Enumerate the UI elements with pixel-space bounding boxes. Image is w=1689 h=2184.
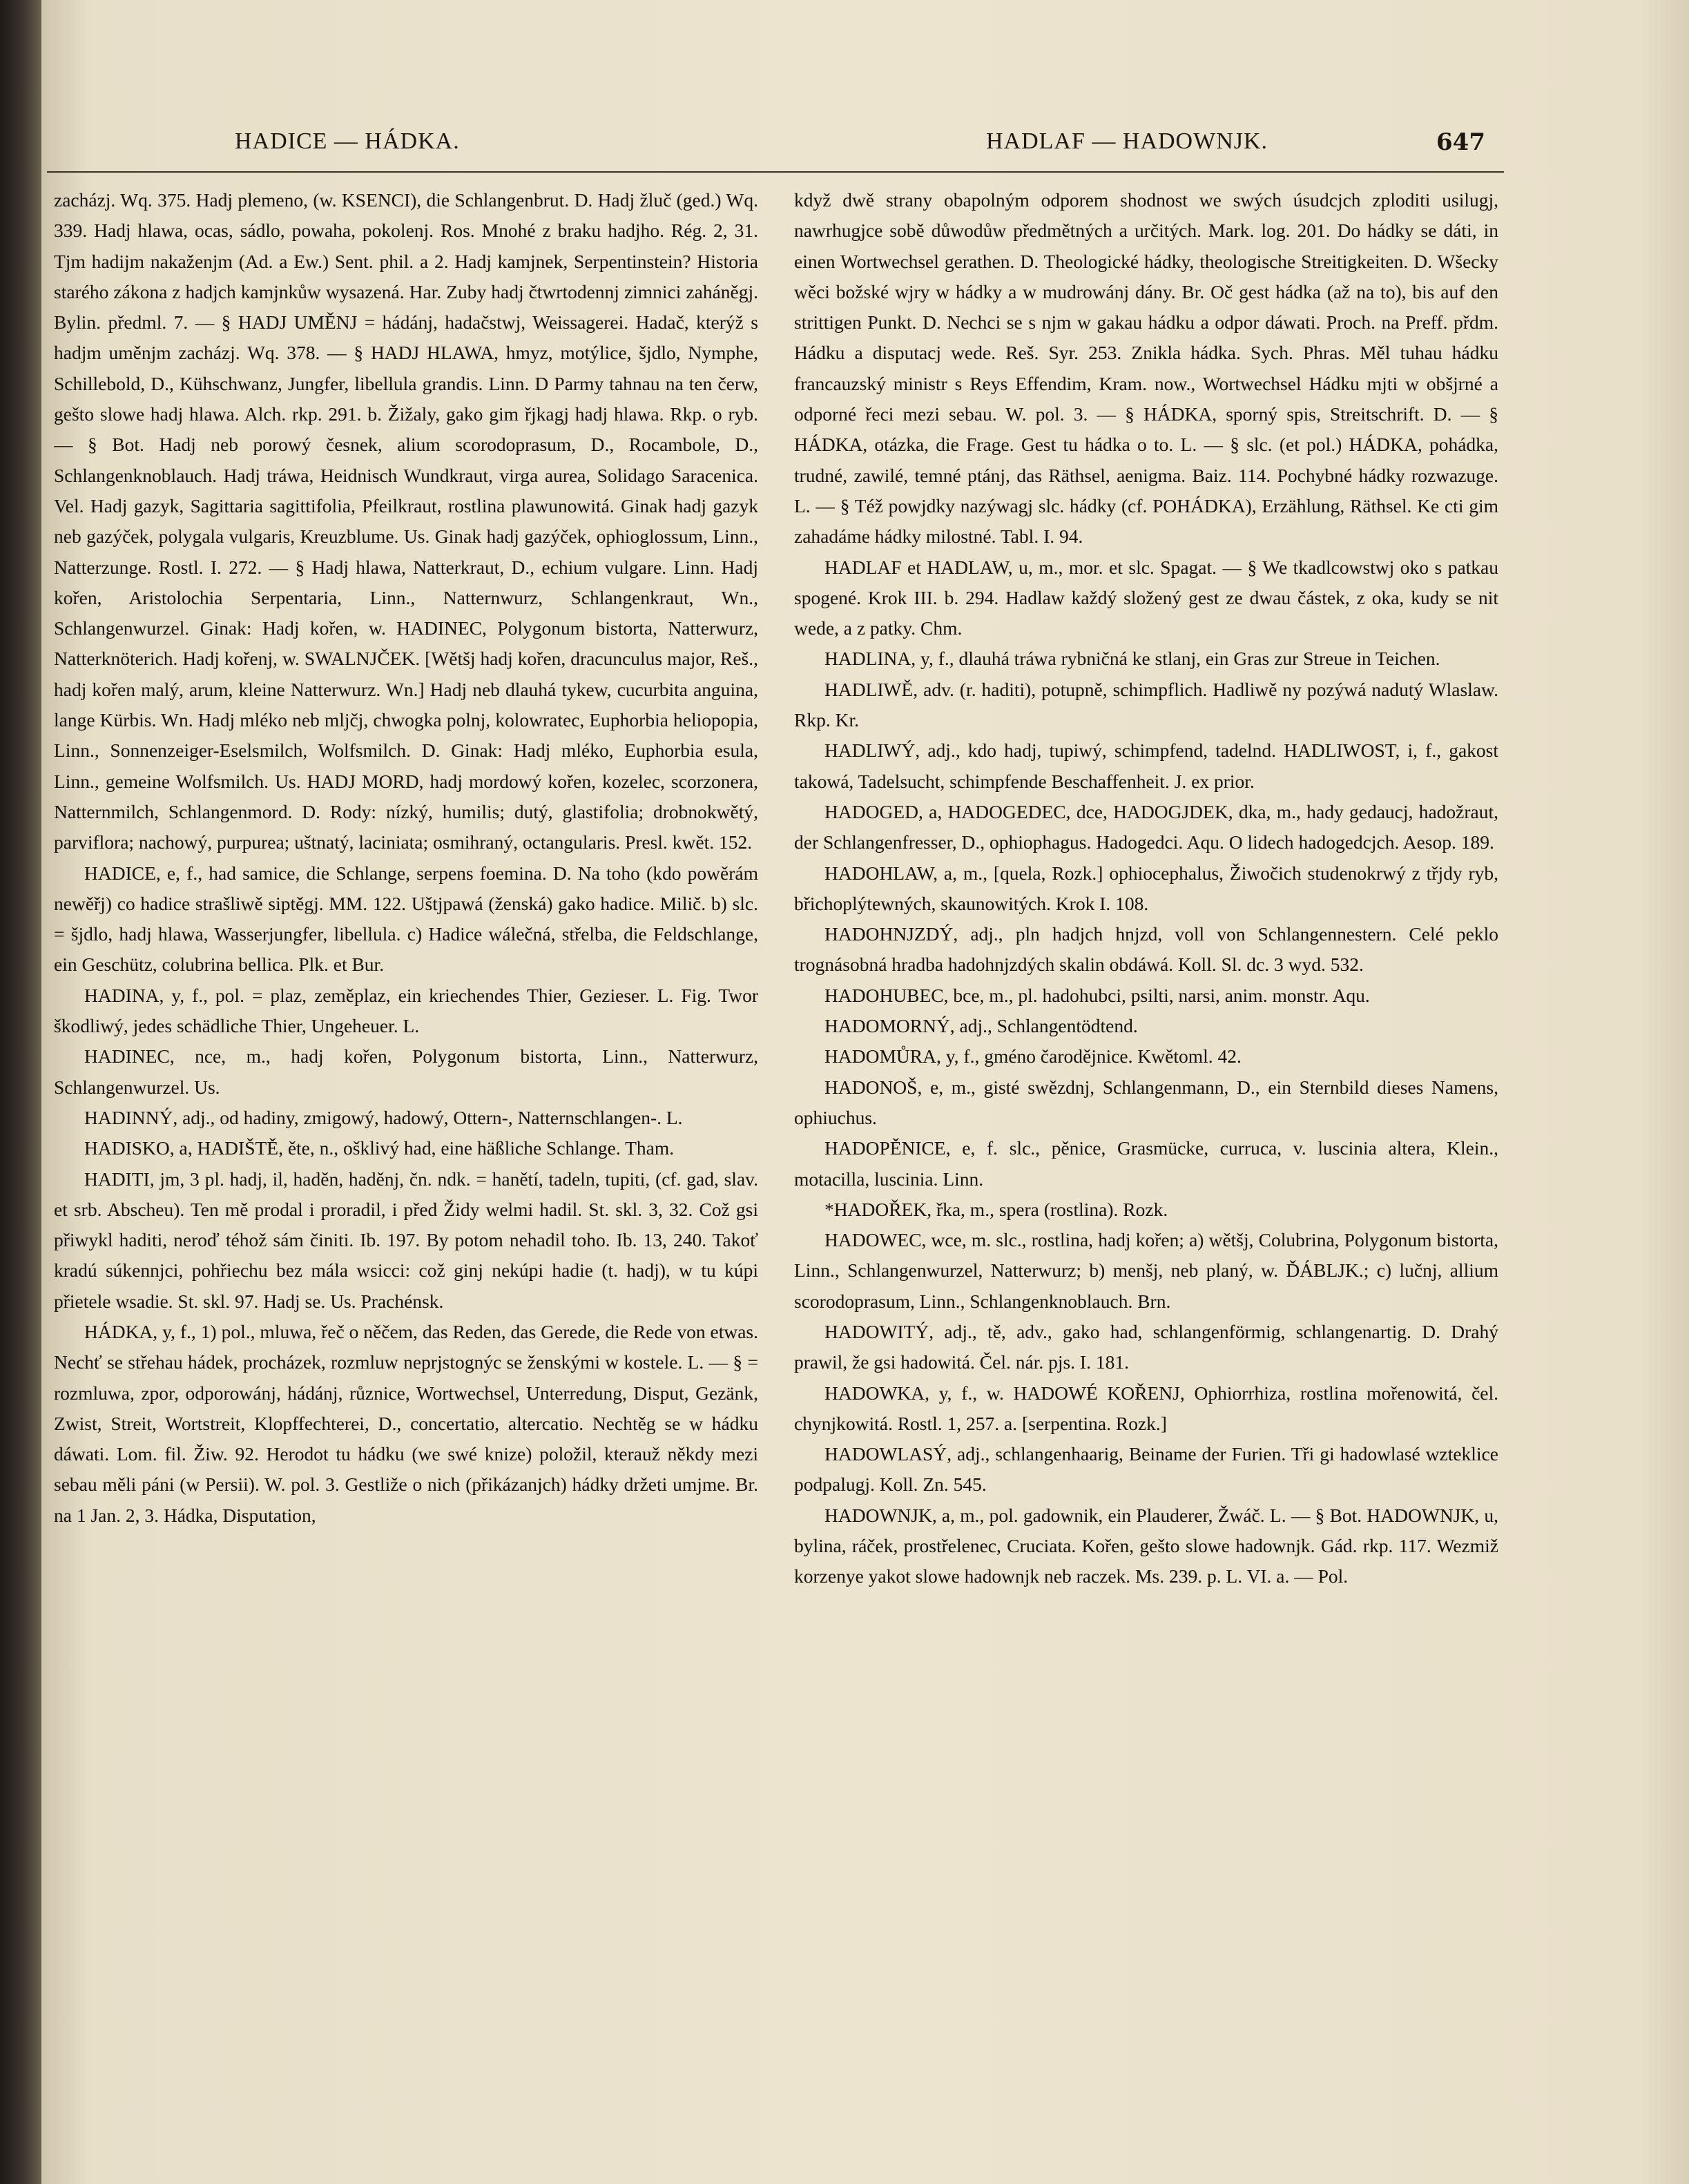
- entry-paragraph: když dwě strany obapolným odporem shodnost we swých úsudcjch zploditi usilugj, nawrhugjce sobě důwodůw předmětných a určitých. Mark. log. 201. Do hádky se dáti, in einen Wortwechsel gerathen. D. Theologické hádky, theologische Streitigkeiten. D. Wšecky wěci božské wjry w hádky a w mudrowánj dány. Br. Oč gest hádka (až na to), bis auf den strittigen Punkt. D. Nechci se s njm w gakau hádku a odpor dáwati. Proch. na Preff. přdm. Hádku a disputacj wede. Reš. Syr. 253. Znikla hádka. Sych. Phras. Měl tuhau hádku francauzský ministr s Reys Effendim, Kram. now., Wortwechsel Hádku mjti w obšjrné a odporné řeci mezi sebau. W. pol. 3. — § HÁDKA, sporný spis, Streitschrift. D. — § HÁDKA, otázka, die Frage. Gest tu hádka o to. L. — § slc. (et pol.) HÁDKA, pohádka, trudné, zawilé, temné ptánj, das Räthsel, aenigma. Baiz. 114. Pochybné hádky rozwazuge. L. — § Též powjdky nazýwagj slc. hádky (cf. POHÁDKA), Erzählung, Räthsel. Ke cti gim zahadáme hádky milostné. Tabl. I. 94.: [794, 189, 1498, 548]
- entry-hadorek: *HADOŘEK, řka, m., spera (rostlina). Rozk.: [824, 1198, 1168, 1220]
- entry-hadoged: HADOGED, a, HADOGEDEC, dce, HADOGJDEK, dka, m., hady gedaucj, hadožraut, der Schlangenfresser, D., ophiophagus. Hadogedci. Aqu. O lidech hadogedcjch. Aesop. 189.: [794, 800, 1498, 853]
- entry-hadohubec: HADOHUBEC, bce, m., pl. hadohubci, psilti, narsi, anim. monstr. Aqu.: [824, 984, 1370, 1006]
- entry-hadinny: HADINNÝ, adj., od hadiny, zmigowý, hadowý, Ottern-, Natternschlangen-. L.: [84, 1106, 683, 1128]
- left-column: [54, 185, 758, 2008]
- entry-hadowlasy: HADOWLASÝ, adj., schlangenhaarig, Beiname der Furien. Tři gi hadowlasé wzteklice podpalugj. Koll. Zn. 545.: [794, 1443, 1498, 1496]
- entry-hadlina: HADLINA, y, f., dlauhá tráwa rybničná ke stlanj, ein Gras zur Streue in Teichen.: [824, 648, 1440, 670]
- page-number: 647: [1436, 128, 1485, 156]
- header-rule: [47, 171, 1504, 173]
- entry-hadisko: HADISKO, a, HADIŠTĚ, ěte, n., ošklivý had, eine häßliche Schlange. Tham.: [84, 1137, 675, 1159]
- entry-hadinec: HADINEC, nce, m., hadj kořen, Polygonum bistorta, Linn., Natterwurz, Schlangenwurzel. Us.: [54, 1045, 758, 1098]
- right-running-head: HADLAF — HADOWNJK.: [986, 128, 1268, 154]
- entry-paragraph: zacházj. Wq. 375. Hadj plemeno, (w. KSENCI), die Schlangenbrut. D. Hadj žluč (ged.) Wq. 339. Hadj hlawa, ocas, sádlo, powaha, pokolenj. Ros. Mnohé z braku hadjho. Rég. 2, 31. Tjm hadijm nakaženjm (Ad. a Ew.) Sent. phil. a 2. Hadj kamjnek, Serpentinstein? Historia starého zákona z hadjch kamjnkůw wysazená. Har. Zuby hadj čtwrtodennj zimnici zaháněgj. Bylin. předml. 7. — § HADJ UMĚNJ = hádánj, hadačstwj, Weissagerei. Hadač, kterýž s hadjm uměnjm zacházj. Wq. 378. — § HADJ HLAWA, hmyz, motýlice, šjdlo, Nymphe, Schillebold, D., Kühschwanz, Jungfer, libellula grandis. Linn. D Parmy tahnau na ten čerw, geštо slowe hadj hlawa. Alch. rkp. 291. b. Žižaly, gako gim řjkagj hadj hlawa. Rkp. o ryb. — § Bot. Hadj neb porowý česnek, alium scorodoprasum, D., Rocambole, D., Schlangenknoblauch. Hadj tráwa, Heidnisch Wundkraut, virga aurea, Solidago Saracenica. Vel. Hadj gazyk, Sagittaria sagittifolia, Pfeilkraut, rostlina plawunowitá. Ginak hadj gazyk neb gazýček, polygala vulgaris, Kreuzblume. Us. Ginak hadj gazýček, ophioglossum, Linn., Natterzunge. Rostl. I. 272. — § Hadj hlawa, Natterkraut, D., echium vulgare. Linn. Hadj kořen, Aristolochia Serpentaria, Linn., Natternwurz, Schlangenkraut, Wn., Schlangenwurzel. Ginak: Hadj kořen, w. HADINEC, Polygonum bistorta, Natterwurz, Natterknöterich. Hadj kořenj, w. SWALNJČEK. [Wětšj hadj kořen, dracunculus major, Reš., hadj kořen malý, arum, kleine Natterwurz. Wn.] Hadj neb dlauhá tykew, cucurbita anguina, lange Kürbis. Wn. Hadj mléko neb mljčj, chwogka polnj, kolowratec, Euphorbia heliopopia, Linn., Sonnenzeiger-Eselsmilch, Wolfsmilch. D. Ginak: Hadj mléko, Euphorbia esula, Linn., gemeine Wolfsmilch. Us. HADJ MORD, hadj mordowý kořen, kozelec, scorzonera, Natternmilch, Schlangenmord. D. Rody: nízký, humilis; dutý, glastifolia; drobnokwětý, parviflora; nachowý, purpurea; uštnatý, laciniata; osmihraný, octangularis. Presl. kwět. 152.: [54, 189, 758, 853]
- entry-hadlaf: HADLAF et HADLAW, u, m., mor. et slc. Spagat. — § We tkadlcowstwj oko s patkau spogené. Krok III. b. 294. Hadlaw každý složený gest ze dwau částek, z oka, kudy se nit wede, a z patky. Chm.: [794, 556, 1498, 639]
- book-gutter: [0, 0, 41, 2184]
- entry-hadohnjzdy: HADOHNJZDÝ, adj., pln hadjch hnjzd, voll von Schlangennestern. Celé peklo trognásobná hradba hadohnjzdých skalin obdáwá. Koll. Sl. dc. 3 wyd. 532.: [794, 923, 1498, 976]
- right-column: [794, 185, 1498, 2008]
- entry-hadohlaw: HADOHLAW, a, m., [quela, Rozk.] ophiocephalus, Žiwočich studenokrwý z třjdy ryb, břichoplýtewných, skaunowitých. Krok I. 108.: [794, 862, 1498, 914]
- entry-hadownjk: HADOWNJK, a, m., pol. gadownik, ein Plauderer, Žwáč. L. — § Bot. HADOWNJK, u, bylina, ráček, prostřelenec, Cruciata. Kořen, gešto slowe hadownjk. Gád. rkp. 117. Wezmiž korzenye yakot slowe hadownjk neb raczek. Ms. 239. p. L. VI. a. — Pol.: [794, 1504, 1498, 1587]
- entry-hadliwe: HADLIWĚ, adv. (r. haditi), potupně, schimpflich. Hadliwě ny pozýwá nadutý Wlaslaw. Rkp. Kr.: [794, 678, 1498, 731]
- left-running-head: HADICE — HÁDKA.: [235, 128, 460, 154]
- entry-haditi: HADITI, jm, 3 pl. hadj, il, haděn, haděnj, čn. ndk. = hanětí, tadeln, tupiti, (cf. gad, slav. et srb. Abscheu). Ten mě prodal i proradil, i před Židy welmi hadil. St. skl. 3, 32. Což gsi přiwykl haditi, neroď téhož sám činiti. Ib. 197. By potom nehadil toho. Ib. 13, 240. Takoť kradú súkennjci, pohřiechu bez mála wsicci: což ginj nekúpi hadie (t. hadj), w tu kúpi přietele wsadie. St. skl. 97. Hadj se. Us. Prachénsk.: [54, 1168, 758, 1312]
- entry-hadice: HADICE, e, f., had samice, die Schlange, serpens foemina. D. Na toho (kdo powěrám newěřj) co hadice strašliwě siptěgj. MM. 122. Uštjpawá (ženská) gako hadice. Milič. b) slc. = šjdlo, hadj hlawa, Wasserjungfer, libellula. c) Hadice wálečná, střelba, die Feldschlange, ein Geschütz, colubrina bellica. Plk. et Bur.: [54, 862, 758, 976]
- entry-hadowity: HADOWITÝ, adj., tě, adv., gako had, schlangenförmig, schlangenartig. D. Drahý prawil, že gsi hadowitá. Čel. nár. pjs. I. 181.: [794, 1320, 1498, 1373]
- entry-hadka: HÁDKA, y, f., 1) pol., mluwa, řeč o něčem, das Reden, das Gerede, die Rede von etwas. Nechť se střehau hádek, procházek, rozmluw neprjstognýc se ženskými w kostele. L. — § = rozmluwa, zpor, odporowánj, hádánj, různice, Wortwechsel, Unterredung, Disput, Gezänk, Zwist, Streit, Wortstreit, Klopffechterei, D., concertatio, altercatio. Nechtěg se w hádku dáwati. Lom. fil. Žiw. 92. Herodot tu hádku (we swé knize) položil, kterauž někdy mezi sebau měli páni (w Persii). W. pol. 3. Gestliže o nich (přikázanjch) hádky držeti umjme. Br. na 1 Jan. 2, 3. Hádka, Disputation,: [54, 1320, 758, 1526]
- entry-hadowka: HADOWKA, y, f., w. HADOWÉ KOŘENJ, Ophiorrhiza, rostlina mořenowitá, čel. chynjkowitá. Rostl. 1, 257. a. [serpentina. Rozk.]: [794, 1382, 1498, 1434]
- entry-hadowec: HADOWEC, wce, m. slc., rostlina, hadj kořen; a) wětšj, Colubrina, Polygonum bistorta, Linn., Schlangenwurzel, Natterwurz; b) menšj, neb planý, w. ĎÁBLJK.; c) lučnj, allium scorodoprasum, Linn., Schlangenknoblauch. Brn.: [794, 1229, 1498, 1312]
- entry-hadomura: HADOMŮRA, y, f., gméno čarodějnice. Kwětoml. 42.: [824, 1045, 1242, 1067]
- entry-hadomorny: HADOMORNÝ, adj., Schlangentödtend.: [824, 1015, 1138, 1037]
- entry-hadopenice: HADOPĚNICE, e, f. slc., pěnice, Grasmücke, curruca, v. luscinia altera, Klein., motacilla, luscinia. Linn.: [794, 1137, 1498, 1190]
- entry-hadina: HADINA, y, f., pol. = plaz, zeměplaz, ein kriechendes Thier, Gezieser. L. Fig. Twor škodliwý, jedes schädliche Thier, Ungeheuer. L.: [54, 984, 758, 1037]
- entry-hadliwy: HADLIWÝ, adj., kdo hadj, tupiwý, schimpfend, tadelnd. HADLIWOST, i, f., gakost takowá, Tadelsucht, schimpfende Beschaffenheit. J. ex prior.: [794, 740, 1498, 792]
- entry-hadonos: HADONOŠ, e, m., gisté swězdnj, Schlangenmann, D., ein Sternbild dieses Namens, ophiuchus.: [794, 1076, 1498, 1128]
